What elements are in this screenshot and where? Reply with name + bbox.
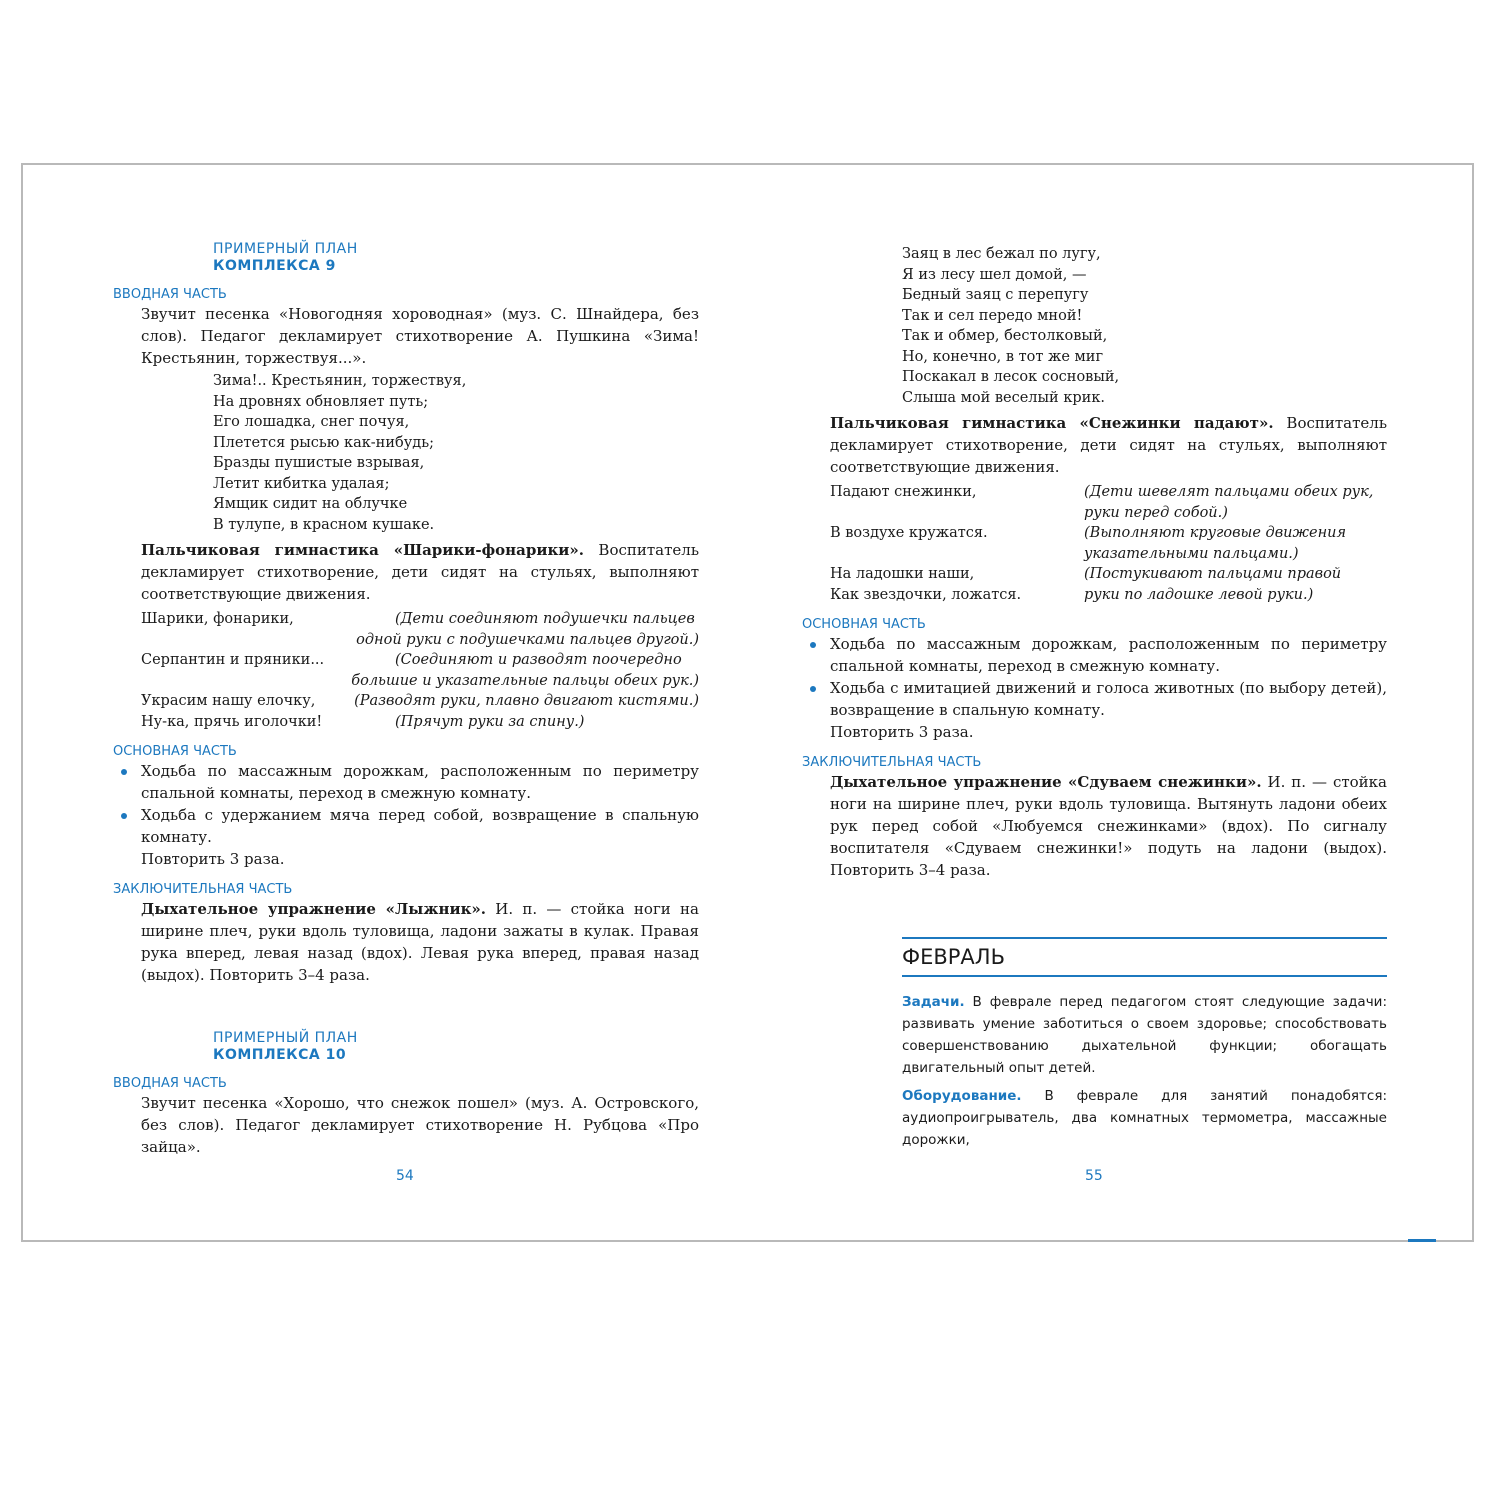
intro-label: ВВОДНАЯ ЧАСТЬ — [113, 287, 227, 302]
table-row: руки перед собой.) — [1084, 504, 1228, 521]
table-row: указательными пальцами.) — [1084, 545, 1299, 562]
poem-line: Заяц в лес бежал по лугу, — [902, 246, 1101, 262]
plan-10-title: ПРИМЕРНЫЙ ПЛАН КОМПЛЕКСА 10 — [213, 1030, 358, 1063]
table-row: Ну-ка, прячь иголочки! (Прячут руки за спину.) — [141, 713, 585, 730]
table-row: Падают снежинки, (Дети шевелят пальцами обеих рук, — [830, 484, 1374, 500]
table-row: большие и указательные пальцы обеих рук.) — [351, 672, 699, 689]
table-row: На ладошки наши, (Постукивают пальцами правой — [830, 566, 1342, 582]
table-row: Украсим нашу елочку, (Разводят руки, плавно двигают кистями.) — [141, 693, 699, 709]
tasks-paragraph: Задачи. В феврале перед педагогом стоят следующие задачи: развивать умение заботиться о своем здоровье; способствовать совершенствованию дыхательной функции; обогащать двигательный опыт детей. — [902, 994, 1387, 1076]
left-column — [113, 241, 699, 1158]
page-number: 54 — [396, 1168, 414, 1184]
table-row: В воздухе кружатся. (Выполняют круговые движения — [830, 525, 1347, 541]
final-paragraph: Дыхательное упражнение «Сдуваем снежинки». И. п. — стойка ноги на ширине плеч, руки вдоль туловища. Вытянуть ладони обеих рук перед собой «Любуемся снежинками» (вдох). По сигналу воспитателя «Сдуваем снежинки!» подуть на ладони (выдох). Повторить 3–4 раза. — [830, 773, 1388, 879]
main-label: ОСНОВНАЯ ЧАСТЬ — [113, 744, 237, 759]
rubtsov-poem — [902, 244, 1387, 408]
repeat-text: Повторить 3 раза. — [830, 723, 974, 741]
book-spread — [21, 163, 1474, 1242]
plan-9-title: ПРИМЕРНЫЙ ПЛАН КОМПЛЕКСА 9 — [213, 241, 358, 274]
final-label: ЗАКЛЮЧИТЕЛЬНАЯ ЧАСТЬ — [113, 882, 293, 897]
final-paragraph: Дыхательное упражнение «Лыжник». И. п. — стойка ноги на ширине плеч, руки вдоль туловища, ладони зажаты в кулак. Правая рука вперед, левая назад (вдох). Левая рука вперед, правая назад (выдох). Повторить 3–4 раза. — [141, 900, 699, 984]
bullet-icon — [810, 642, 816, 648]
right-page — [728, 165, 1476, 1240]
poem-line: Зима!.. Крестьянин, торжествуя, — [213, 373, 467, 389]
table-row: Серпантин и пряники... (Соединяют и разводят поочередно — [141, 652, 682, 668]
intro2-label: ВВОДНАЯ ЧАСТЬ — [113, 1076, 227, 1091]
bullet-icon — [121, 769, 127, 775]
table-row: Шарики, фонарики, (Дети соединяют подушечки пальцев — [141, 611, 695, 627]
final-label: ЗАКЛЮЧИТЕЛЬНАЯ ЧАСТЬ — [802, 755, 982, 770]
table-row: Как звездочки, ложатся. руки по ладошке левой руки.) — [830, 586, 1314, 603]
poem-line: Бедный заяц с перепугу — [902, 287, 1089, 303]
poem-line: Ямщик сидит на облучке — [213, 496, 408, 512]
list-item: Ходьба по массажным дорожкам, расположенным по периметру спальной комнаты, переход в смежную комнату. — [141, 760, 699, 804]
main-list — [802, 633, 1387, 721]
page-number: 55 — [1085, 1168, 1103, 1184]
right-column — [802, 244, 1387, 1151]
poem-line: Его лошадка, снег почуя, — [213, 414, 410, 430]
list-item: Ходьба с имитацией движений и голоса животных (по выбору детей), возвращение в спальную комнату. — [830, 677, 1387, 721]
table-row: одной руки с подушечками пальцев другой.) — [356, 631, 699, 648]
page-edge-mark — [1408, 1239, 1436, 1242]
intro-text: Звучит песенка «Новогодняя хороводная» (муз. С. Шнайдера, без слов). Педагог декламирует стихотворение А. Пушкина «Зима! Крестьянин, торжествуя...». — [141, 305, 699, 367]
finger-gym-table — [141, 609, 699, 732]
poem-line: В тулупе, в красном кушаке. — [213, 516, 435, 533]
list-item: Ходьба по массажным дорожкам, расположенным по периметру спальной комнаты, переход в смежную комнату. — [830, 633, 1387, 677]
month-heading: ФЕВРАЛЬ — [902, 937, 1387, 977]
equipment-paragraph: Оборудование. В феврале для занятий понадобятся: аудиопроигрыватель, два комнатных термометра, массажные дорожки, — [902, 1088, 1387, 1148]
poem-line: Бразды пушистые взрывая, — [213, 455, 425, 471]
pushkin-poem — [213, 371, 699, 535]
main-label: ОСНОВНАЯ ЧАСТЬ — [802, 617, 926, 632]
intro2-text: Звучит песенка «Хорошо, что снежок пошел» (муз. А. Островского, без слов). Педагог декламирует стихотворение Н. Рубцова «Про зайца». — [141, 1094, 699, 1156]
left-page — [23, 165, 728, 1240]
poem-line: Так и сел передо мной! — [902, 307, 1083, 324]
finger-gym-paragraph: Пальчиковая гимнастика «Снежинки падают». Воспитатель декламирует стихотворение, дети сидят на стульях, выполняют соответствующие движения. — [830, 414, 1387, 476]
poem-line: Поскакал в лесок сосновый, — [902, 369, 1120, 385]
bullet-icon — [121, 813, 127, 819]
list-item: Ходьба с удержанием мяча перед собой, возвращение в спальную комнату. — [141, 804, 699, 848]
finger-gym-table — [830, 482, 1387, 605]
poem-line: Я из лесу шел домой, — — [902, 266, 1087, 283]
poem-line: Но, конечно, в тот же миг — [902, 348, 1104, 365]
poem-line: Плетется рысью как-нибудь; — [213, 434, 434, 451]
finger-gym-paragraph: Пальчиковая гимнастика «Шарики-фонарики». Воспитатель декламирует стихотворение, дети сидят на стульях, выполняют соответствующие движения. — [141, 541, 699, 603]
main-list — [113, 760, 699, 848]
repeat-text: Повторить 3 раза. — [141, 850, 285, 868]
poem-line: Слыша мой веселый крик. — [902, 389, 1106, 406]
poem-line: Так и обмер, бестолковый, — [902, 328, 1108, 344]
bullet-icon — [810, 686, 816, 692]
poem-line: На дровнях обновляет путь; — [213, 393, 429, 410]
poem-line: Летит кибитка удалая; — [213, 475, 390, 492]
